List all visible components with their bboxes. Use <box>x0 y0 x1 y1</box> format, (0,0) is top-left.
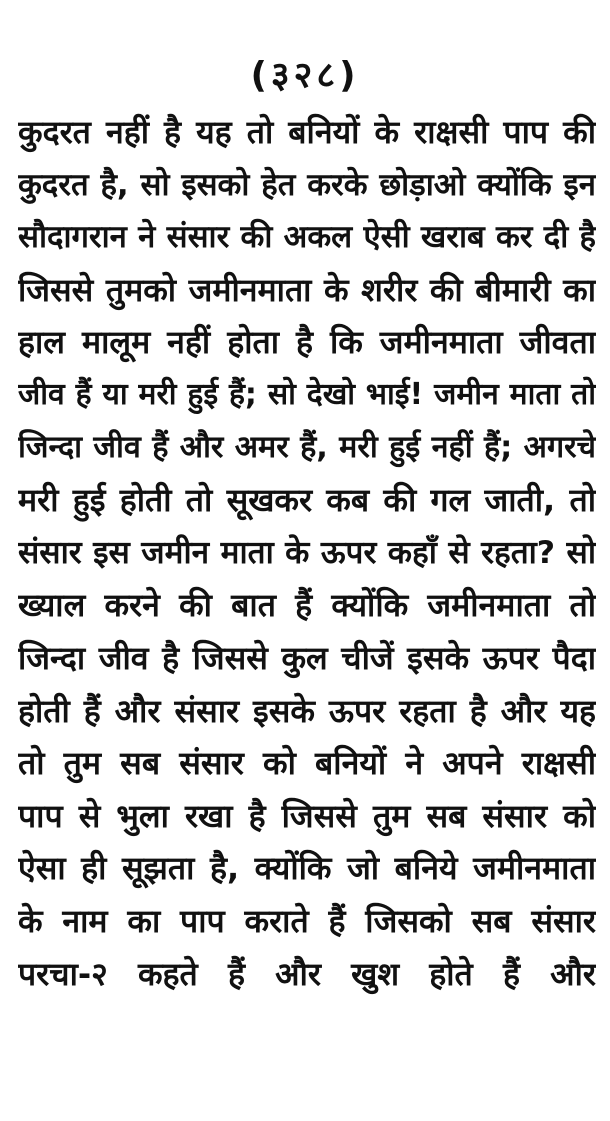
text-line: के नाम का पाप कराते हैं जिसको सब संसार <box>18 901 596 940</box>
body-text <box>18 106 596 1000</box>
text-line: पाप से भुला रखा है जिससे तुम सब संसार को <box>18 796 596 835</box>
text-line: जिन्दा जीव हैं और अमर हैं, मरी हुई नहीं हैं; अगरचे <box>18 429 596 465</box>
text-line: परचा-२ कहते हैं और खुश होते हैं और <box>18 954 596 993</box>
text-line: संसार इस जमीन माता के ऊपर कहाँ से रहता? सो <box>18 534 596 571</box>
page-number: (३२८) <box>250 55 360 96</box>
text-line: जिन्दा जीव है जिससे कुल चीजें इसके ऊपर पैदा <box>18 638 596 677</box>
text-line: मरी हुई होती तो सूखकर कब की गल जाती, तो <box>18 481 596 520</box>
text-line: तो तुम सब संसार को बनियों ने अपने राक्षसी <box>18 744 596 783</box>
text-line: जीव हैं या मरी हुई हैं; सो देखो भाई! जमीन माता तो <box>18 376 596 412</box>
text-line: सौदागरान ने संसार की अकल ऐसी खराब कर दी है <box>18 219 596 256</box>
text-line: होती हैं और संसार इसके ऊपर रहता है और यह <box>18 691 596 730</box>
text-line: जिससे तुमको जमीनमाता के शरीर की बीमारी का <box>18 270 596 309</box>
text-line: कुदरत है, सो इसको हेत करके छोड़ाओ क्योंकि इन <box>18 166 596 203</box>
text-line: ख्याल करने की बात हैं क्योंकि जमीनमाता तो <box>18 586 596 625</box>
text-line: कुदरत नहीं है यह तो बनियों के राक्षसी पाप की <box>18 113 596 151</box>
text-line: हाल मालूम नहीं होता है कि जमीनमाता जीवता <box>18 323 596 362</box>
text-line: ऐसा ही सूझता है, क्योंकि जो बनिये जमीनमाता <box>18 849 596 888</box>
